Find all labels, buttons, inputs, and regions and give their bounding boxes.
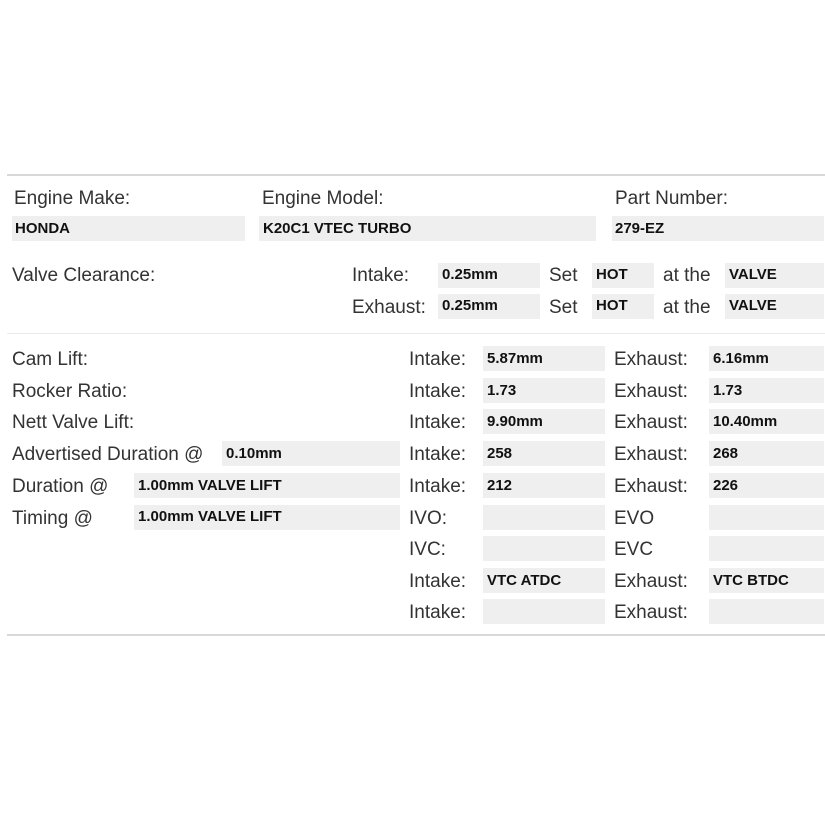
engine-model-value: K20C1 VTEC TURBO [263, 220, 412, 237]
evo-label: EVO [614, 508, 655, 529]
clearance-exhaust-at-label: at the [663, 297, 711, 318]
clearance-intake-label: Intake: [352, 265, 410, 286]
extra-intake-label: Intake: [409, 602, 467, 623]
part-number-value: 279-EZ [615, 220, 665, 237]
ivc-label: IVC: [409, 539, 446, 560]
engine-make-label: Engine Make: [14, 188, 131, 209]
nett-valve-lift-intake-label: Intake: [409, 412, 467, 433]
rocker-ratio-intake-label: Intake: [409, 381, 467, 402]
clearance-intake-value: 0.25mm [442, 266, 498, 283]
engine-make-value: HONDA [15, 220, 70, 237]
duration-label: Duration @ [12, 476, 109, 497]
clearance-intake-at-value: VALVE [729, 266, 777, 283]
nett-valve-lift-exhaust-value: 10.40mm [713, 413, 778, 430]
rocker-ratio-intake-value: 1.73 [487, 382, 517, 399]
evo-field [709, 505, 824, 530]
vtc-exhaust-label: Exhaust: [614, 571, 688, 592]
section-divider [7, 333, 825, 334]
cam-lift-exhaust-value: 6.16mm [713, 350, 769, 367]
evc-field [709, 536, 824, 561]
clearance-intake-set-value: HOT [596, 266, 628, 283]
rocker-ratio-exhaust-label: Exhaust: [614, 381, 688, 402]
clearance-exhaust-value: 0.25mm [442, 297, 498, 314]
vtc-intake-value: VTC ATDC [487, 572, 562, 589]
duration-intake-label: Intake: [409, 476, 467, 497]
valve-clearance-label: Valve Clearance: [12, 265, 156, 286]
clearance-intake-at-label: at the [663, 265, 711, 286]
ivo-label: IVO: [409, 508, 448, 529]
top-divider [7, 174, 825, 176]
clearance-exhaust-at-value: VALVE [729, 297, 777, 314]
clearance-exhaust-set-label: Set [549, 297, 578, 318]
cam-lift-intake-value: 5.87mm [487, 350, 543, 367]
clearance-exhaust-label: Exhaust: [352, 297, 426, 318]
timing-at-value: 1.00mm VALVE LIFT [138, 508, 282, 525]
duration-exhaust-label: Exhaust: [614, 476, 688, 497]
extra-intake-field [483, 599, 605, 624]
bottom-divider [7, 634, 825, 636]
ivc-field [483, 536, 605, 561]
advertised-duration-exhaust-value: 268 [713, 445, 739, 462]
duration-intake-value: 212 [487, 477, 513, 494]
clearance-exhaust-set-value: HOT [596, 297, 628, 314]
ivo-field [483, 505, 605, 530]
advertised-duration-exhaust-label: Exhaust: [614, 444, 688, 465]
advertised-duration-label: Advertised Duration @ [12, 444, 204, 465]
vtc-intake-label: Intake: [409, 571, 467, 592]
nett-valve-lift-intake-value: 9.90mm [487, 413, 543, 430]
duration-at-value: 1.00mm VALVE LIFT [138, 477, 282, 494]
evc-label: EVC [614, 539, 654, 560]
advertised-duration-intake-value: 258 [487, 445, 513, 462]
engine-model-label: Engine Model: [262, 188, 384, 209]
cam-lift-exhaust-label: Exhaust: [614, 349, 688, 370]
rocker-ratio-label: Rocker Ratio: [12, 381, 128, 402]
cam-lift-intake-label: Intake: [409, 349, 467, 370]
advertised-duration-at-value: 0.10mm [226, 445, 282, 462]
nett-valve-lift-label: Nett Valve Lift: [12, 412, 135, 433]
part-number-label: Part Number: [615, 188, 728, 209]
nett-valve-lift-exhaust-label: Exhaust: [614, 412, 688, 433]
clearance-intake-set-label: Set [549, 265, 578, 286]
timing-label: Timing @ [12, 508, 93, 529]
extra-exhaust-label: Exhaust: [614, 602, 688, 623]
rocker-ratio-exhaust-value: 1.73 [713, 382, 743, 399]
extra-exhaust-field [709, 599, 824, 624]
duration-exhaust-value: 226 [713, 477, 739, 494]
cam-lift-label: Cam Lift: [12, 349, 89, 370]
vtc-exhaust-value: VTC BTDC [713, 572, 789, 589]
advertised-duration-intake-label: Intake: [409, 444, 467, 465]
